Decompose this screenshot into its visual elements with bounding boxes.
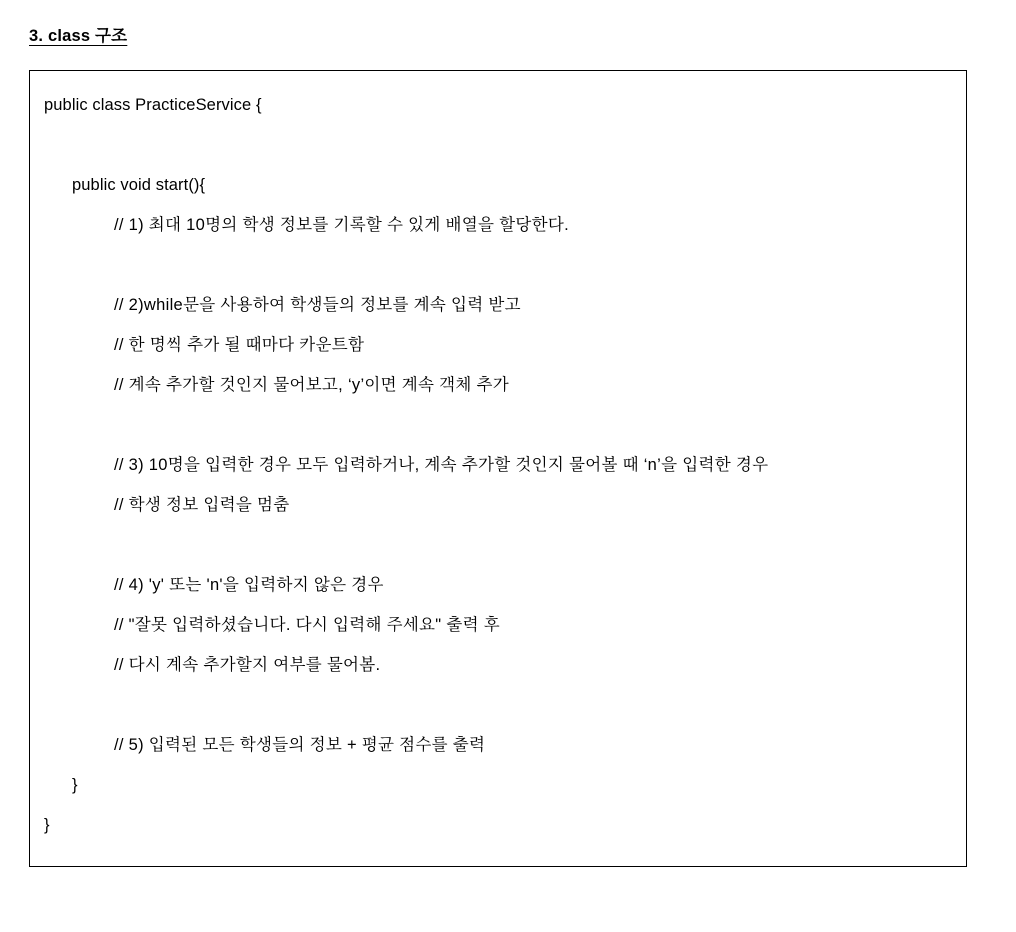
code-blank-line: [30, 685, 966, 725]
page-title: 3. class 구조: [29, 27, 128, 45]
code-line: // 1) 최대 10명의 학생 정보를 기록할 수 있게 배열을 할당한다.: [114, 216, 569, 234]
code-blank-line: [30, 125, 966, 165]
code-line: }: [44, 816, 50, 834]
code-line: public class PracticeService {: [44, 96, 262, 114]
code-line: // 2)while문을 사용하여 학생들의 정보를 계속 입력 받고: [114, 296, 521, 314]
code-line: // 4) 'y' 또는 'n'을 입력하지 않은 경우: [114, 576, 384, 594]
code-line: // 5) 입력된 모든 학생들의 정보 + 평균 점수를 출력: [114, 736, 486, 754]
code-line: // 3) 10명을 입력한 경우 모두 입력하거나, 계속 추가할 것인지 물어볼 때 ‘n’을 입력한 경우: [114, 456, 769, 474]
code-block-container: [29, 70, 967, 867]
code-line: // 학생 정보 입력을 멈춤: [114, 496, 290, 514]
code-line: public void start(){: [72, 176, 206, 194]
code-line: // "잘못 입력하셨습니다. 다시 입력해 주세요" 출력 후: [114, 616, 500, 634]
code-line: // 계속 추가할 것인지 물어보고, ‘y’이면 계속 객체 추가: [114, 376, 509, 394]
code-blank-line: [30, 245, 966, 285]
code-blank-line: [30, 525, 966, 565]
code-blank-line: [30, 405, 966, 445]
code-line: // 다시 계속 추가할지 여부를 물어봄.: [114, 656, 381, 674]
code-line: }: [72, 776, 78, 794]
code-line-list: [30, 71, 966, 845]
code-line: // 한 명씩 추가 될 때마다 카운트함: [114, 336, 365, 354]
